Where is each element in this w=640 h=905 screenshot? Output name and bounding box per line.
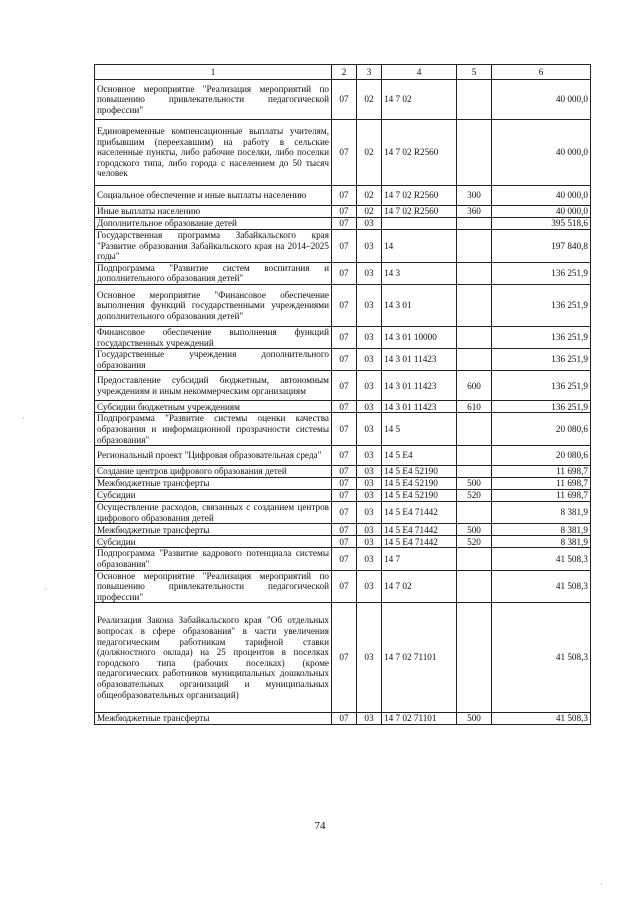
column-header-4: 4: [382, 65, 457, 80]
table-header-row: [95, 65, 591, 80]
target-article-cell: 14 7 02: [382, 80, 457, 120]
amount-cell: 11 698,7: [492, 466, 591, 478]
section-code-cell: 07: [332, 218, 357, 230]
target-article-cell: 14: [382, 230, 457, 263]
target-article-cell: 14 5: [382, 413, 457, 446]
table-row: [95, 206, 591, 218]
target-article-cell: 14 3: [382, 262, 457, 284]
column-header-5: 5: [457, 65, 492, 80]
expense-type-cell: 360: [457, 206, 492, 218]
target-article-cell: 14 5 E4 71442: [382, 536, 457, 548]
scan-mark: ·: [22, 414, 25, 423]
expense-type-cell: [457, 548, 492, 570]
document-page: [94, 64, 590, 725]
section-code-cell: 07: [332, 548, 357, 570]
column-header-1: 1: [95, 65, 332, 80]
section-code-cell: 07: [332, 284, 357, 326]
amount-cell: 8 381,9: [492, 524, 591, 536]
table-row: [95, 284, 591, 326]
expense-type-cell: [457, 603, 492, 713]
expense-type-cell: [457, 570, 492, 603]
table-row: [95, 490, 591, 502]
target-article-cell: 14 5 E4 71442: [382, 502, 457, 524]
item-name-cell: Региональный проект "Цифровая образовательная среда": [95, 446, 332, 466]
item-name-cell: Государственные учреждения дополнительного образования: [95, 349, 332, 371]
column-header-2: 2: [332, 65, 357, 80]
amount-cell: 41 508,3: [492, 548, 591, 570]
item-name-cell: Социальное обеспечение и иные выплаты населению: [95, 186, 332, 206]
target-article-cell: 14 7: [382, 548, 457, 570]
subsection-code-cell: 03: [357, 413, 382, 446]
section-code-cell: 07: [332, 536, 357, 548]
table-row: [95, 326, 591, 348]
item-name-cell: Создание центров цифрового образования детей: [95, 466, 332, 478]
table-row: [95, 262, 591, 284]
expense-type-cell: 520: [457, 536, 492, 548]
amount-cell: 20 080,6: [492, 446, 591, 466]
amount-cell: 11 698,7: [492, 478, 591, 490]
subsection-code-cell: 03: [357, 478, 382, 490]
subsection-code-cell: 03: [357, 524, 382, 536]
section-code-cell: 07: [332, 349, 357, 371]
target-article-cell: 14 5 E4 52190: [382, 466, 457, 478]
item-name-cell: Субсидии бюджетным учреждениям: [95, 401, 332, 413]
table-row: [95, 524, 591, 536]
target-article-cell: 14 5 E4 71442: [382, 524, 457, 536]
item-name-cell: Субсидии: [95, 490, 332, 502]
section-code-cell: 07: [332, 502, 357, 524]
expense-type-cell: 520: [457, 490, 492, 502]
amount-cell: 40 000,0: [492, 206, 591, 218]
expense-type-cell: [457, 120, 492, 186]
table-row: [95, 413, 591, 446]
amount-cell: 136 251,9: [492, 401, 591, 413]
expense-type-cell: [457, 349, 492, 371]
table-row: [95, 446, 591, 466]
section-code-cell: 07: [332, 206, 357, 218]
target-article-cell: 14 3 01 10000: [382, 326, 457, 348]
amount-cell: 395 518,6: [492, 218, 591, 230]
subsection-code-cell: 03: [357, 502, 382, 524]
section-code-cell: 07: [332, 413, 357, 446]
table-row: [95, 186, 591, 206]
target-article-cell: 14 5 E4 52190: [382, 490, 457, 502]
table-row: [95, 502, 591, 524]
item-name-cell: Основное мероприятие "Реализация мероприятий по повышению привлекательности педагогической профессии": [95, 570, 332, 603]
section-code-cell: 07: [332, 713, 357, 725]
page-number: 74: [314, 820, 326, 832]
subsection-code-cell: 03: [357, 548, 382, 570]
item-name-cell: Предоставление субсидий бюджетным, автономным учреждениям и иным некоммерческим организациям: [95, 371, 332, 401]
table-row: [95, 120, 591, 186]
expense-type-cell: 500: [457, 478, 492, 490]
expense-type-cell: [457, 502, 492, 524]
table-row: [95, 713, 591, 725]
item-name-cell: Межбюджетные трансферты: [95, 713, 332, 725]
expense-type-cell: [457, 413, 492, 446]
amount-cell: 40 000,0: [492, 186, 591, 206]
column-header-3: 3: [357, 65, 382, 80]
target-article-cell: 14 3 01 11423: [382, 349, 457, 371]
item-name-cell: Финансовое обеспечение выполнения функций государственных учреждений: [95, 326, 332, 348]
table-row: [95, 548, 591, 570]
amount-cell: 136 251,9: [492, 349, 591, 371]
subsection-code-cell: 03: [357, 326, 382, 348]
section-code-cell: 07: [332, 230, 357, 263]
amount-cell: 41 508,3: [492, 570, 591, 603]
item-name-cell: Основное мероприятие "Реализация мероприятий по повышению привлекательности педагогической профессии": [95, 80, 332, 120]
expense-type-cell: [457, 446, 492, 466]
amount-cell: 136 251,9: [492, 326, 591, 348]
amount-cell: 8 381,9: [492, 536, 591, 548]
item-name-cell: Иные выплаты населению: [95, 206, 332, 218]
item-name-cell: Подпрограмма "Развитие систем воспитания и дополнительного образования детей": [95, 262, 332, 284]
subsection-code-cell: 03: [357, 446, 382, 466]
subsection-code-cell: 02: [357, 186, 382, 206]
target-article-cell: 14 7 02 71101: [382, 713, 457, 725]
subsection-code-cell: 03: [357, 490, 382, 502]
amount-cell: 136 251,9: [492, 284, 591, 326]
item-name-cell: Дополнительное образование детей: [95, 218, 332, 230]
expense-type-cell: [457, 262, 492, 284]
amount-cell: 20 080,6: [492, 413, 591, 446]
item-name-cell: Межбюджетные трансферты: [95, 524, 332, 536]
expense-type-cell: 500: [457, 713, 492, 725]
expense-type-cell: [457, 466, 492, 478]
item-name-cell: Государственная программа Забайкальского края "Развитие образования Забайкальского края на 2014–2025 годы": [95, 230, 332, 263]
item-name-cell: Межбюджетные трансферты: [95, 478, 332, 490]
subsection-code-cell: 03: [357, 349, 382, 371]
table-row: [95, 478, 591, 490]
subsection-code-cell: 03: [357, 284, 382, 326]
expense-type-cell: [457, 284, 492, 326]
expense-type-cell: [457, 80, 492, 120]
scan-mark: ·: [44, 585, 47, 594]
expense-type-cell: [457, 218, 492, 230]
scan-mark: ·: [600, 880, 603, 889]
expense-type-cell: [457, 326, 492, 348]
section-code-cell: 07: [332, 570, 357, 603]
subsection-code-cell: 02: [357, 206, 382, 218]
amount-cell: 136 251,9: [492, 262, 591, 284]
budget-table: [94, 64, 591, 725]
section-code-cell: 07: [332, 80, 357, 120]
section-code-cell: 07: [332, 120, 357, 186]
amount-cell: 8 381,9: [492, 502, 591, 524]
section-code-cell: 07: [332, 603, 357, 713]
table-row: [95, 401, 591, 413]
table-row: [95, 349, 591, 371]
expense-type-cell: 300: [457, 186, 492, 206]
table-row: [95, 570, 591, 603]
section-code-cell: 07: [332, 262, 357, 284]
section-code-cell: 07: [332, 446, 357, 466]
table-row: [95, 536, 591, 548]
target-article-cell: 14 3 01: [382, 284, 457, 326]
item-name-cell: Основное мероприятие "Финансовое обеспечение выполнения функций государственными учреждениями дополнительного образования детей": [95, 284, 332, 326]
table-row: [95, 218, 591, 230]
subsection-code-cell: 03: [357, 401, 382, 413]
target-article-cell: [382, 218, 457, 230]
subsection-code-cell: 03: [357, 371, 382, 401]
subsection-code-cell: 03: [357, 262, 382, 284]
amount-cell: 41 508,3: [492, 713, 591, 725]
target-article-cell: 14 3 01 11423: [382, 401, 457, 413]
subsection-code-cell: 03: [357, 218, 382, 230]
amount-cell: 11 698,7: [492, 490, 591, 502]
target-article-cell: 14 7 02 71101: [382, 603, 457, 713]
expense-type-cell: 610: [457, 401, 492, 413]
expense-type-cell: [457, 230, 492, 263]
item-name-cell: Единовременные компенсационные выплаты учителям, прибывшим (переехавшим) на работу в сельские населенные пункты, либо рабочие поселки, либо поселки городского типа, либо города с населением до 50 тысяч человек: [95, 120, 332, 186]
target-article-cell: 14 7 02 R2560: [382, 206, 457, 218]
target-article-cell: 14 3 01 11423: [382, 371, 457, 401]
amount-cell: 41 508,3: [492, 603, 591, 713]
subsection-code-cell: 02: [357, 120, 382, 186]
table-row: [95, 603, 591, 713]
section-code-cell: 07: [332, 478, 357, 490]
table-row: [95, 230, 591, 263]
section-code-cell: 07: [332, 466, 357, 478]
target-article-cell: 14 7 02 R2560: [382, 120, 457, 186]
table-row: [95, 371, 591, 401]
item-name-cell: Осуществление расходов, связанных с созданием центров цифрового образования детей: [95, 502, 332, 524]
target-article-cell: 14 7 02: [382, 570, 457, 603]
subsection-code-cell: 03: [357, 570, 382, 603]
target-article-cell: 14 5 E4: [382, 446, 457, 466]
subsection-code-cell: 03: [357, 230, 382, 263]
table-row: [95, 466, 591, 478]
section-code-cell: 07: [332, 524, 357, 536]
section-code-cell: 07: [332, 371, 357, 401]
item-name-cell: Подпрограмма "Развитие системы оценки качества образования и информационной прозрачности системы образования": [95, 413, 332, 446]
section-code-cell: 07: [332, 490, 357, 502]
amount-cell: 40 000,0: [492, 120, 591, 186]
expense-type-cell: 600: [457, 371, 492, 401]
subsection-code-cell: 03: [357, 466, 382, 478]
expense-type-cell: 500: [457, 524, 492, 536]
section-code-cell: 07: [332, 401, 357, 413]
target-article-cell: 14 5 E4 52190: [382, 478, 457, 490]
subsection-code-cell: 03: [357, 536, 382, 548]
amount-cell: 197 840,8: [492, 230, 591, 263]
table-row: [95, 80, 591, 120]
item-name-cell: Подпрограмма "Развитие кадрового потенциала системы образования": [95, 548, 332, 570]
target-article-cell: 14 7 02 R2560: [382, 186, 457, 206]
column-header-6: 6: [492, 65, 591, 80]
amount-cell: 136 251,9: [492, 371, 591, 401]
amount-cell: 40 000,0: [492, 80, 591, 120]
subsection-code-cell: 03: [357, 603, 382, 713]
item-name-cell: Реализация Закона Забайкальского края "Об отдельных вопросах в сфере образования" в части увеличения педагогическим работникам тарифной ставки (должностного оклада) на 25 процентов в поселках городского типа (рабочих поселках) (кроме педагогических работников муниципальных дошкольных образовательных организаций и муниципальных общеобразовательных организаций): [95, 603, 332, 713]
subsection-code-cell: 02: [357, 80, 382, 120]
item-name-cell: Субсидии: [95, 536, 332, 548]
subsection-code-cell: 03: [357, 713, 382, 725]
section-code-cell: 07: [332, 326, 357, 348]
section-code-cell: 07: [332, 186, 357, 206]
